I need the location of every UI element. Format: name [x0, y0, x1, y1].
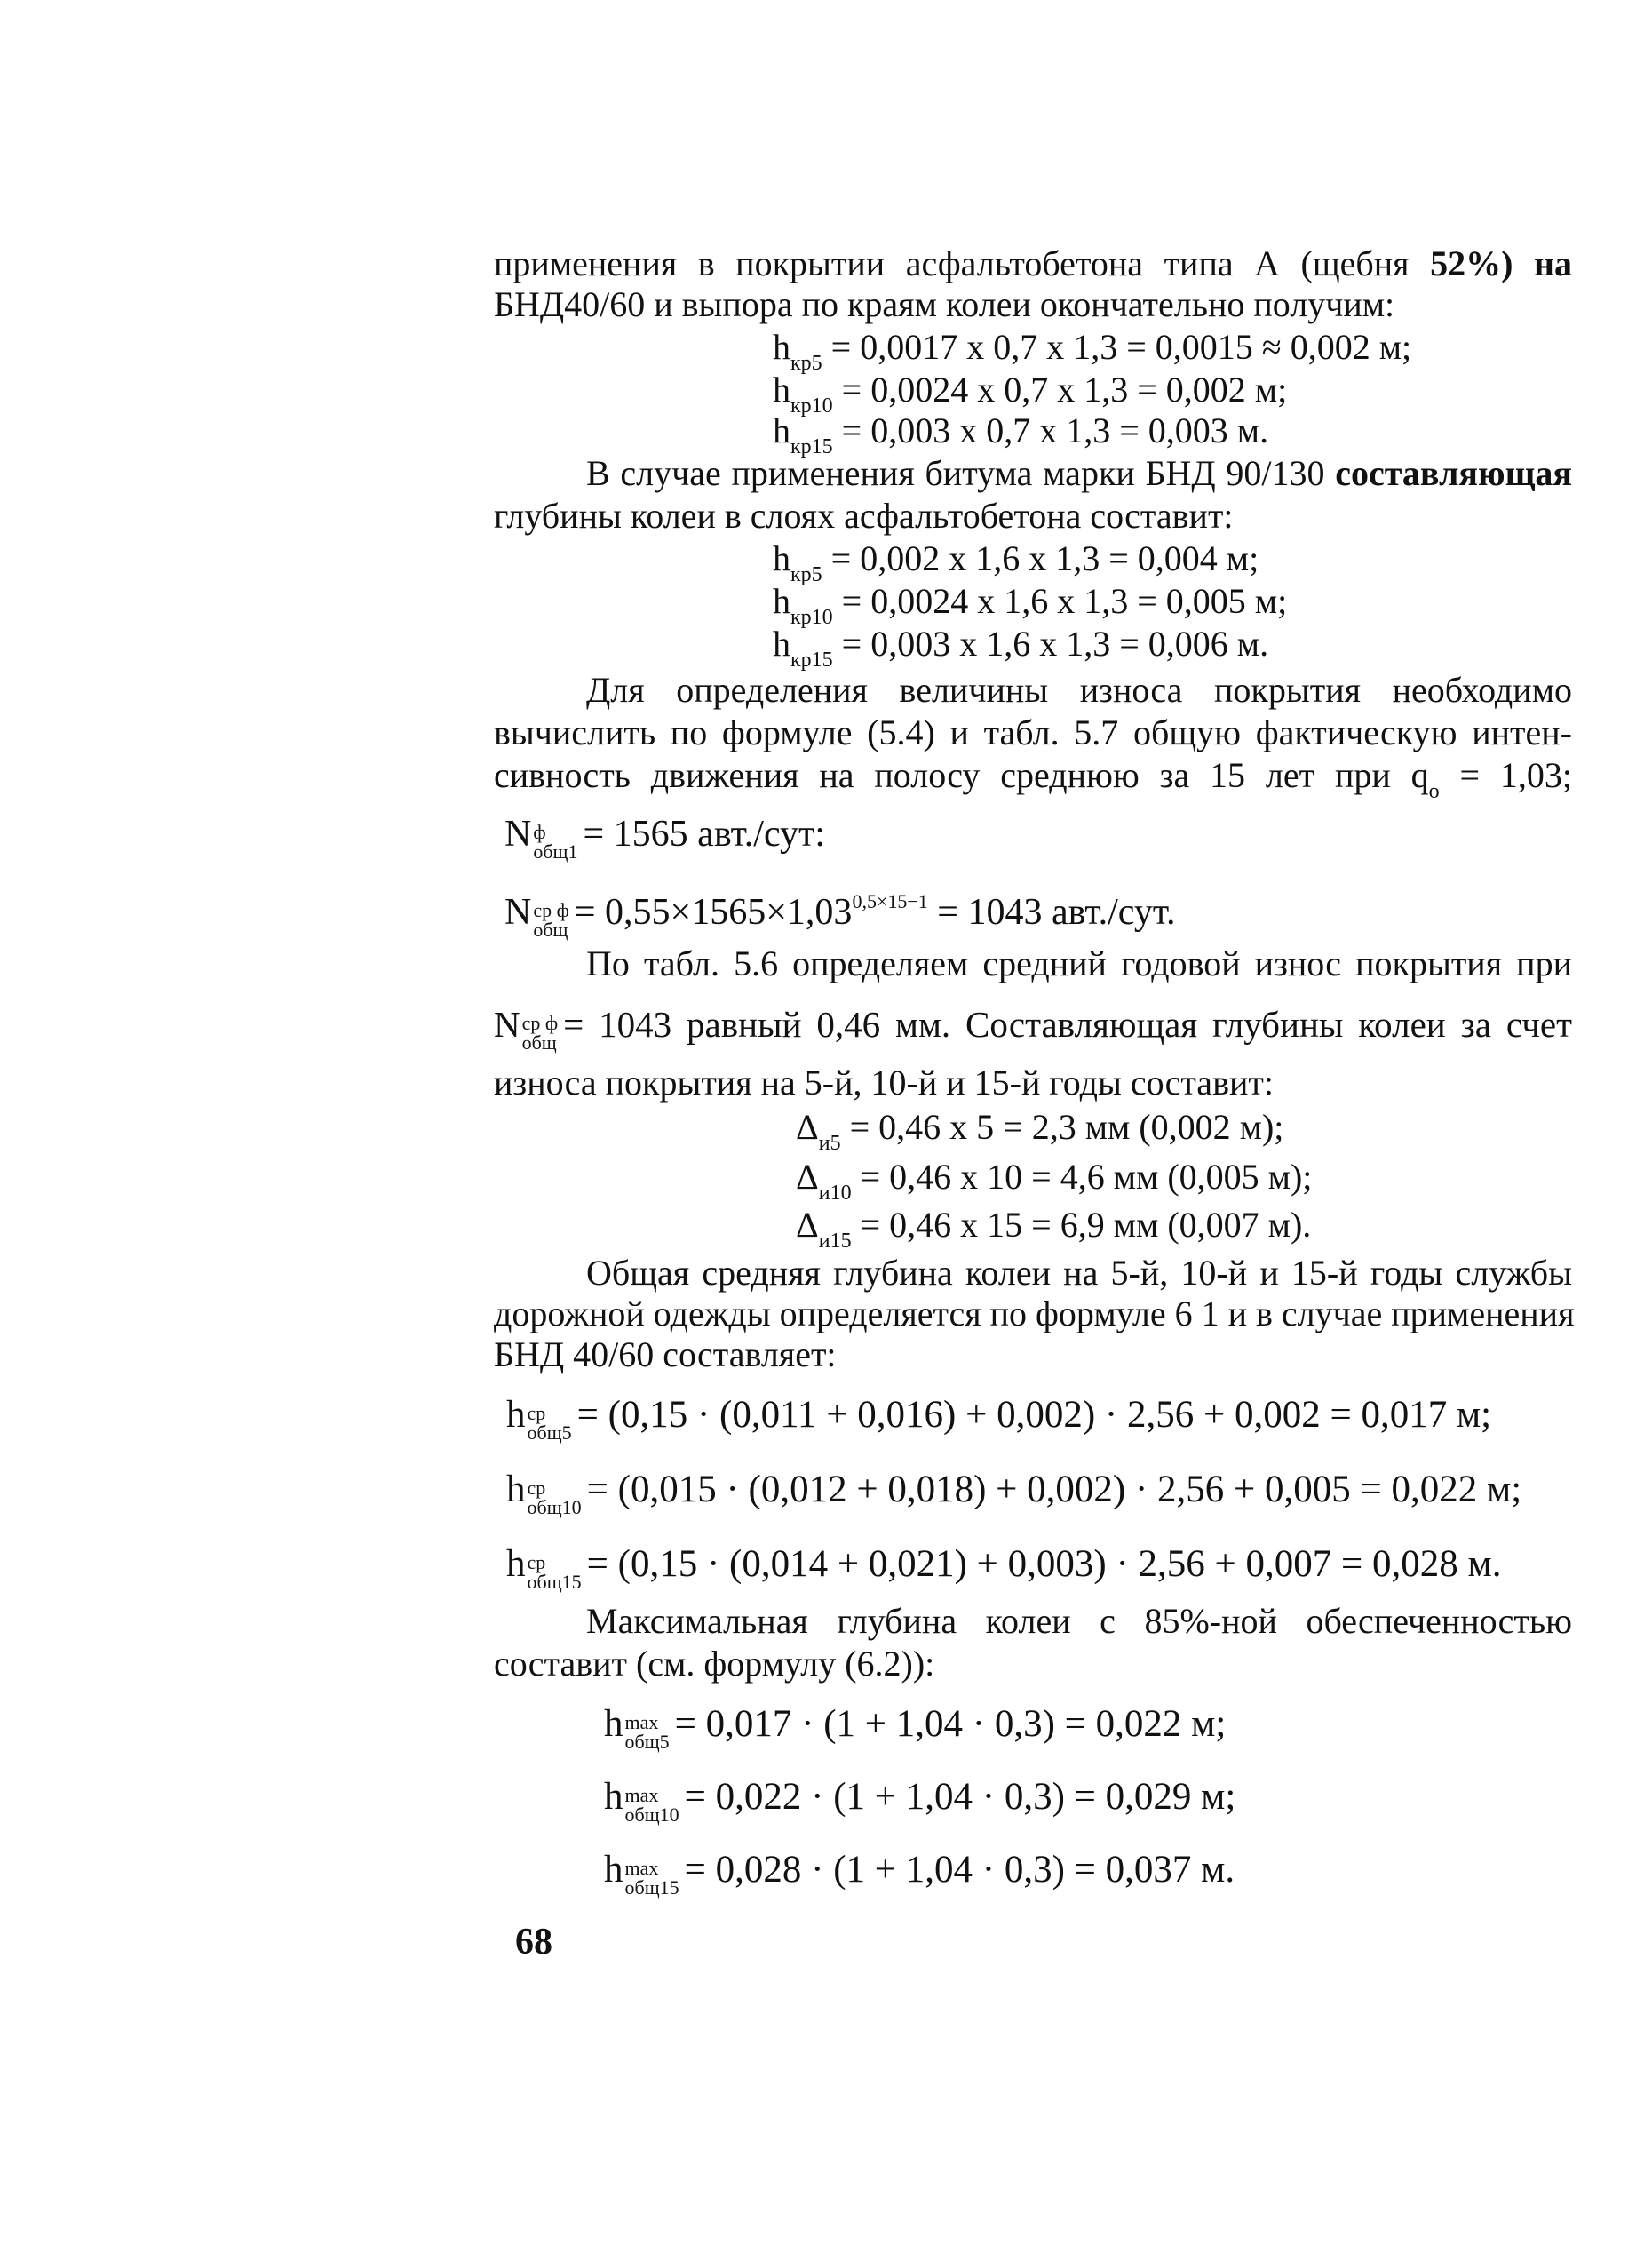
max10-sub: общ10: [624, 1803, 679, 1826]
n2-exponent: 0,5×15−1: [852, 890, 928, 912]
eq7-rhs: = 0,46 x 5 = 2,3 мм (0,002 м);: [849, 1107, 1284, 1147]
eq7-base: Δ: [796, 1107, 819, 1147]
page-number: 68: [515, 1922, 552, 1962]
eq9-rhs: = 0,46 x 15 = 6,9 мм (0,007 м).: [860, 1205, 1312, 1245]
para2-line1-bold: составляющая: [1335, 453, 1573, 493]
para3-line3-end: = 1,03;: [1439, 755, 1573, 795]
n2-sup: ср ф: [533, 899, 569, 921]
max5-base: h: [604, 1703, 623, 1745]
para4-line2-rest: = 1043 равный 0,46 мм. Составляющая глубины колеи за счет: [563, 1004, 1572, 1045]
h15-sub: общ15: [527, 1571, 582, 1593]
h10-supsub: [528, 1478, 582, 1517]
h10-rhs: = (0,015 · (0,012 + 0,018) + 0,002) · 2,56 + 0,005 = 0,022 м;: [586, 1469, 1522, 1510]
para4-supsub: [522, 1014, 559, 1053]
max15-rhs: = 0,028 · (1 + 1,04 · 0,3) = 0,037 м.: [684, 1849, 1235, 1891]
h5-sup: ср: [527, 1402, 546, 1424]
eq8-rhs: = 0,46 x 10 = 4,6 мм (0,005 м);: [860, 1157, 1313, 1197]
n1-supsub: [533, 823, 577, 862]
eq1-rhs: = 0,0017 x 0,7 x 1,3 = 0,0015 ≈ 0,002 м;: [830, 327, 1412, 367]
n2-sub: общ: [533, 919, 568, 941]
eq9-sub: и15: [818, 1230, 852, 1253]
eq5-sub: кр10: [790, 606, 833, 629]
max15-base: h: [604, 1849, 623, 1891]
h15-base: h: [506, 1543, 526, 1585]
para5-line3: БНД 40/60 составляет:: [494, 1334, 837, 1374]
eq6-rhs: = 0,003 x 1,6 x 1,3 = 0,006 м.: [841, 624, 1269, 664]
eq2-base: h: [773, 370, 790, 410]
h15-supsub: [528, 1553, 582, 1592]
eq2-rhs: = 0,0024 x 0,7 x 1,3 = 0,002 м;: [841, 370, 1288, 410]
para3-line1: Для определения величины износа покрытия необходимо: [586, 670, 1572, 710]
eq4-base: h: [773, 538, 790, 578]
eq1-sub: кр5: [790, 352, 822, 375]
max15-sup: max: [624, 1857, 659, 1879]
eq8-sub: и10: [818, 1182, 852, 1205]
para2-line2: глубины колеи в слоях асфальтобетона составит:: [494, 496, 1234, 536]
eq6-sub: кр15: [790, 649, 833, 672]
max15-sub: общ15: [624, 1876, 679, 1899]
eq3-rhs: = 0,003 x 0,7 x 1,3 = 0,003 м.: [841, 410, 1269, 450]
h5-sub: общ5: [527, 1421, 572, 1444]
h10-sup: ср: [527, 1477, 546, 1499]
para5-line2: дорожной одежды определяется по формуле 6 1 и в случае применения: [494, 1294, 1575, 1333]
max-formula-15: [604, 1848, 1235, 1898]
max10-base: h: [604, 1776, 623, 1818]
para4-line2: [494, 1002, 1572, 1053]
h-formula-15: [506, 1542, 1502, 1592]
para1-line1: [494, 242, 1572, 286]
eq4-sub: кр5: [790, 563, 822, 586]
h-formula-5: [506, 1393, 1491, 1443]
eq8-base: Δ: [796, 1157, 819, 1197]
n1-rhs: = 1565 авт./сут:: [583, 814, 826, 855]
para1-line2: БНД40/60 и выпора по краям колеи окончательно получим:: [494, 284, 1395, 324]
h10-sub: общ10: [527, 1496, 582, 1518]
para3-line3-sub: o: [1428, 780, 1440, 803]
n1-sub: общ1: [533, 840, 578, 863]
eq5-base: h: [773, 581, 790, 621]
para3-line3-text: сивность движения на полосу среднюю за 15 лет при q: [494, 755, 1429, 795]
eq5-rhs: = 0,0024 x 1,6 x 1,3 = 0,005 м;: [841, 581, 1288, 621]
max5-supsub: [625, 1713, 670, 1752]
h15-rhs: = (0,15 · (0,014 + 0,021) + 0,003) · 2,56 + 0,007 = 0,028 м.: [586, 1543, 1502, 1585]
n2-rhs-end: = 1043 авт./сут.: [927, 892, 1176, 933]
para3-line3: [494, 753, 1572, 814]
para1-line1-text: применения в покрытии асфальтобетона типа А (щебня: [494, 243, 1410, 283]
para2-line1: [586, 451, 1572, 496]
n1-sup: ф: [533, 821, 546, 843]
max5-rhs: = 0,017 · (1 + 1,04 · 0,3) = 0,022 м;: [674, 1703, 1227, 1745]
max-formula-5: [604, 1702, 1226, 1752]
eq3-base: h: [773, 410, 790, 450]
eq6-base: h: [773, 624, 790, 664]
h-formula-10: [506, 1468, 1521, 1517]
h5-rhs: = (0,15 · (0,011 + 0,016) + 0,002) · 2,56 + 0,002 = 0,017 м;: [576, 1394, 1492, 1436]
n2-rhs-start: = 0,55×1565×1,03: [574, 892, 853, 933]
para6-line2: составит (см. формулу (6.2)):: [494, 1644, 935, 1684]
para4-sup: ср ф: [521, 1012, 559, 1034]
eq7-sub: и5: [818, 1132, 841, 1155]
h10-base: h: [506, 1469, 526, 1510]
max10-sup: max: [624, 1784, 659, 1806]
para4-line3: износа покрытия на 5-й, 10-й и 15-й годы составит:: [494, 1063, 1274, 1103]
eq4-rhs: = 0,002 x 1,6 x 1,3 = 0,004 м;: [830, 538, 1259, 578]
h5-base: h: [506, 1394, 526, 1436]
eq9-base: Δ: [796, 1205, 819, 1245]
max-formula-10: [604, 1775, 1235, 1825]
para4-n-base: N: [494, 1004, 520, 1045]
max10-supsub: [625, 1786, 679, 1825]
max15-supsub: [625, 1859, 679, 1898]
n1-base: N: [504, 814, 532, 855]
para1-line1-bold: 52%) на: [1430, 243, 1573, 283]
para4-sub: общ: [521, 1031, 557, 1054]
eq3-sub: кр15: [790, 435, 833, 458]
max10-rhs: = 0,022 · (1 + 1,04 · 0,3) = 0,029 м;: [684, 1776, 1236, 1818]
n2-base: N: [504, 892, 532, 933]
h5-supsub: [528, 1404, 572, 1443]
h15-sup: ср: [527, 1551, 546, 1573]
eq1-base: h: [773, 327, 790, 367]
max5-sup: max: [624, 1711, 659, 1733]
max5-sub: общ5: [624, 1731, 670, 1753]
para2-line1-text: В случае применения битума марки БНД 90/130: [586, 453, 1325, 493]
n-formula-2: [504, 880, 1176, 940]
para5-line1: Общая средняя глубина колеи на 5-й, 10-й и 15-й годы службы: [586, 1253, 1572, 1293]
para4-line1: По табл. 5.6 определяем средний годовой износ покрытия при: [586, 943, 1572, 983]
n2-supsub: [533, 901, 569, 940]
n-formula-1: [504, 812, 825, 862]
eq2-sub: кр10: [790, 394, 833, 418]
para6-line1: Максимальная глубина колеи с 85%-ной обеспеченностью: [586, 1601, 1572, 1641]
para3-line2: вычислить по формуле (5.4) и табл. 5.7 общую фактическую интен-: [494, 713, 1572, 752]
